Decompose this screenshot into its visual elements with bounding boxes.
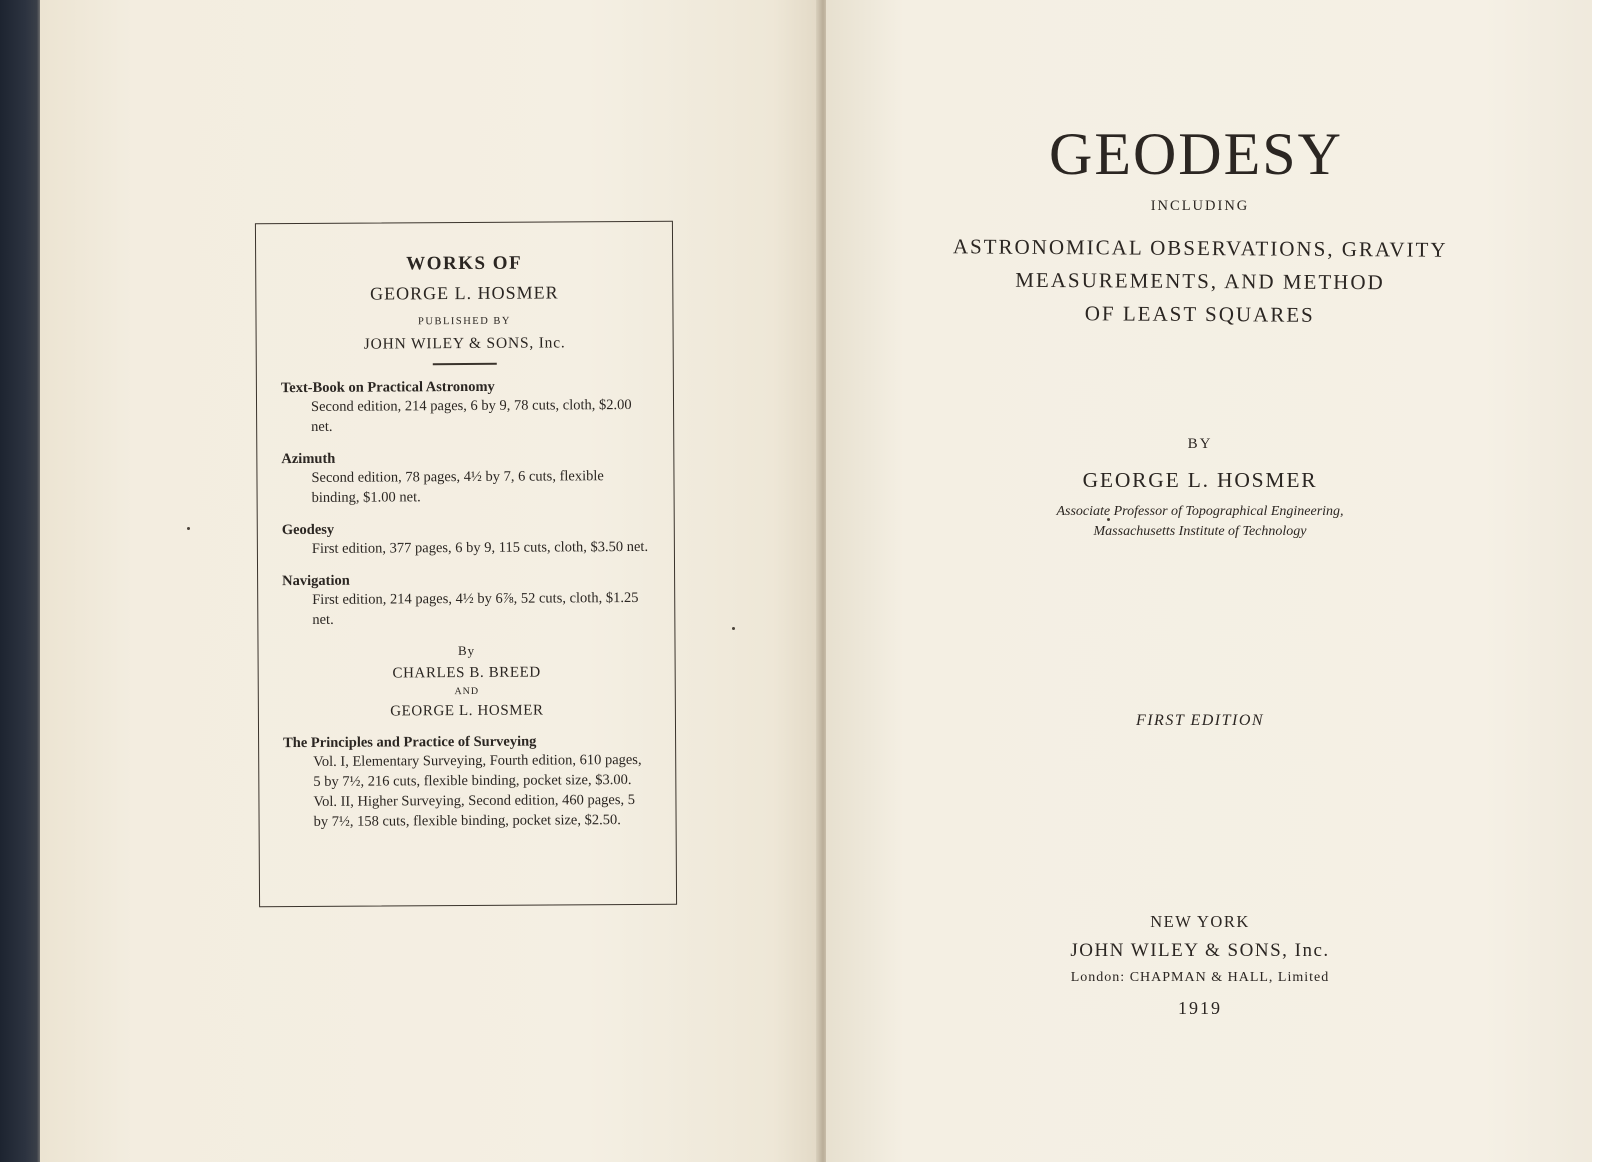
book-entry-desc: Second edition, 78 pages, 4½ by 7, 6 cuts, flexible binding, $1.00 net. <box>311 467 604 506</box>
book-entry-title: Geodesy <box>281 521 335 538</box>
affiliation-line-1: Associate Professor of Topographical Engineering, <box>1056 504 1344 519</box>
paper-speck <box>732 627 735 630</box>
book-entry-desc: Second edition, 214 pages, 6 by 9, 78 cuts, cloth, $2.00 net. <box>310 396 632 435</box>
book-entry-geodesy <box>282 519 650 558</box>
book-title: GEODESY <box>1049 121 1343 187</box>
coauthor-breed: CHARLES B. BREED <box>392 664 541 681</box>
book-entry-title: Azimuth <box>281 450 336 467</box>
book-entry-title: Text-Book on Practical Astronomy <box>280 378 495 396</box>
works-author: GEORGE L. HOSMER <box>370 282 559 304</box>
coauthors-block <box>282 641 650 720</box>
surveying-vol-2: Vol. II, Higher Surveying, Second edition, 460 pages, 5 by 7½, 158 cuts, flexible binding, pocket size, $2.50. <box>313 791 636 830</box>
published-by-label: PUBLISHED BY <box>418 315 512 328</box>
publisher-name: JOHN WILEY & SONS, Inc. <box>1070 940 1330 961</box>
book-entry-astronomy <box>281 377 649 436</box>
edition-label: FIRST EDITION <box>1135 712 1265 729</box>
book-entry-navigation <box>282 570 650 629</box>
by-label: BY <box>1187 436 1213 452</box>
affiliation-line-2: Massachusetts Institute of Technology <box>1093 524 1307 539</box>
author-affiliation <box>980 502 1420 542</box>
page-edge <box>1592 0 1600 1162</box>
coauthor-hosmer: GEORGE L. HOSMER <box>390 702 544 719</box>
works-heading: WORKS OF <box>406 252 523 275</box>
and-label: AND <box>454 685 480 697</box>
publisher-city: NEW YORK <box>1150 912 1250 931</box>
by-label: By <box>457 642 476 658</box>
divider-rule <box>433 363 497 365</box>
surveying-title: The Principles and Practice of Surveying <box>283 733 537 751</box>
surveying-vol-1: Vol. I, Elementary Surveying, Fourth edition, 610 pages, 5 by 7½, 216 cuts, flexible binding, pocket size, $3.00. <box>313 751 642 790</box>
subtitle-line-1: ASTRONOMICAL OBSERVATIONS, GRAVITY <box>952 234 1448 262</box>
subtitle-line-2: MEASUREMENTS, AND METHOD <box>1015 267 1385 295</box>
paper-speck <box>187 527 190 530</box>
book-entry-desc: First edition, 377 pages, 6 by 9, 115 cuts, cloth, $3.50 net. <box>311 538 649 557</box>
works-publisher: JOHN WILEY & SONS, Inc. <box>363 334 566 353</box>
book-entry-desc: First edition, 214 pages, 4½ by 6⅞, 52 cuts, cloth, $1.25 net. <box>312 589 639 628</box>
subtitle-line-3: OF LEAST SQUARES <box>1084 301 1315 327</box>
author-name: GEORGE L. HOSMER <box>1082 468 1318 492</box>
publication-year: 1919 <box>1178 998 1222 1018</box>
london-publisher: London: CHAPMAN & HALL, Limited <box>1070 970 1330 985</box>
including-label: INCLUDING <box>1150 198 1250 214</box>
book-entry-title: Navigation <box>282 572 350 589</box>
book-entry-azimuth <box>281 448 649 507</box>
works-list-box <box>255 221 677 908</box>
book-subtitle <box>900 230 1501 333</box>
